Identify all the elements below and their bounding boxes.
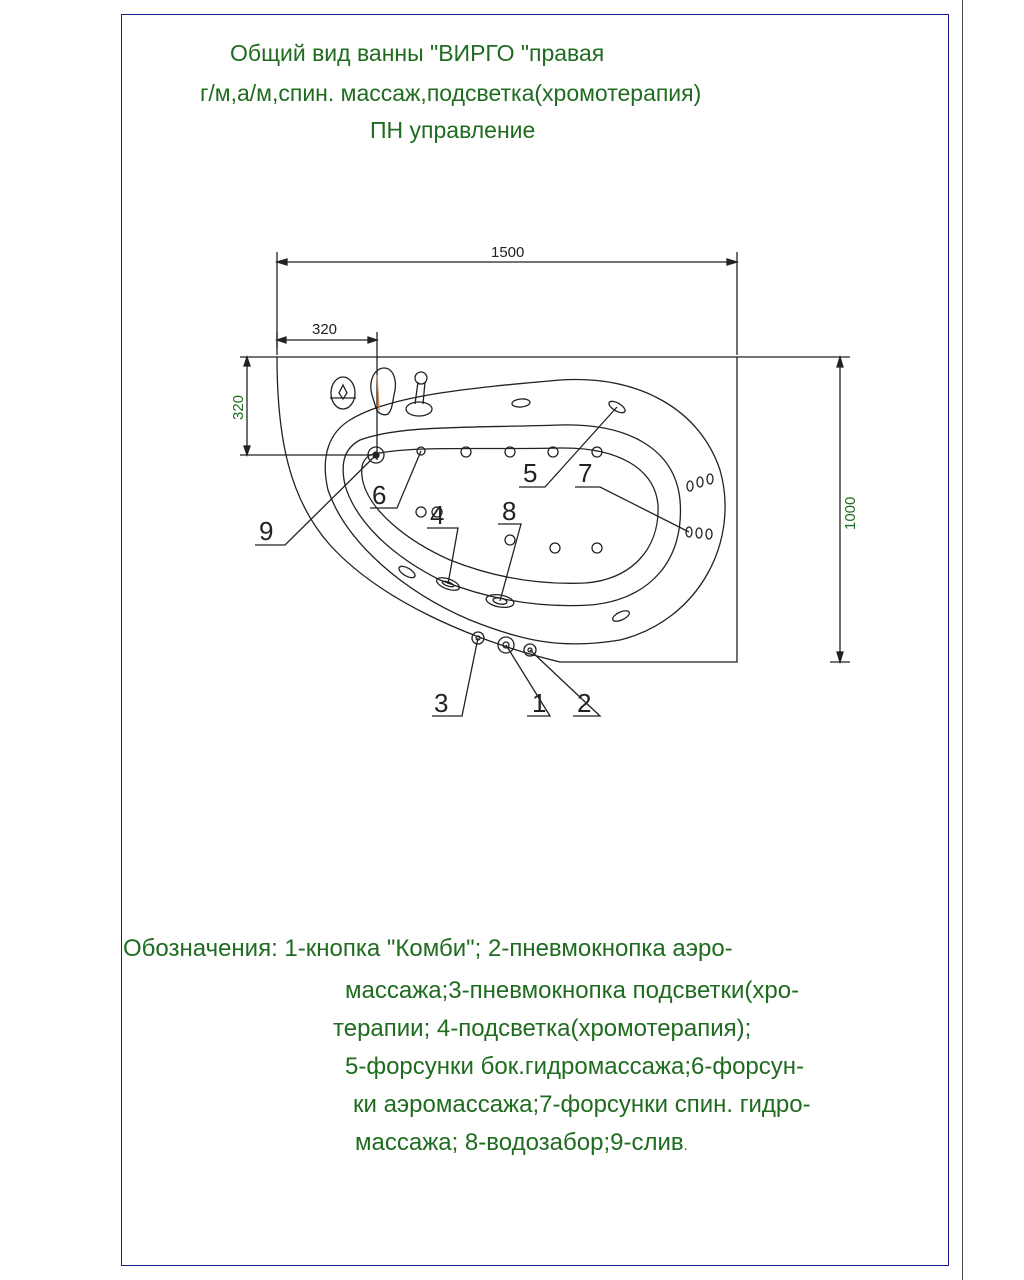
callout-9: 9 <box>259 516 274 546</box>
back-nozzles <box>686 474 713 539</box>
title-line-3: ПН управление <box>370 117 536 143</box>
dimension-width-label: 1500 <box>491 244 525 261</box>
callout-6: 6 <box>372 480 387 510</box>
legend-line-3: терапии; 4-подсветка(хромотерапия); <box>333 1015 752 1042</box>
legend-line-6 <box>355 1131 688 1155</box>
callout-2: 2 <box>577 688 592 718</box>
legend-line-1: Обозначения: 1-кнопка "Комби"; 2-пневмокнопка аэро- <box>123 935 733 962</box>
legend-line-4: 5-форсунки бок.гидромассажа;6-форсун- <box>345 1053 805 1080</box>
callout-5: 5 <box>523 458 538 488</box>
mixer-spout-icon <box>371 368 396 415</box>
callout-4: 4 <box>430 500 445 530</box>
legend-line-5: ки аэромассажа;7-форсунки спин. гидро- <box>353 1091 811 1118</box>
bath-rim-contour <box>325 380 725 644</box>
callout-7: 7 <box>578 458 593 488</box>
title-line-1: Общий вид ванны "ВИРГО "правая <box>230 40 605 66</box>
legend-line-2: массажа;3-пневмокнопка подсветки(хро- <box>345 977 800 1004</box>
title-line-2: г/м,а/м,спин. массаж,подсветка(хромотерапия) <box>200 80 702 106</box>
dimension-depth-label: 1000 <box>842 496 859 530</box>
shower-holder-icon <box>330 377 356 409</box>
callout-3: 3 <box>434 688 449 718</box>
callout-8: 8 <box>502 496 517 526</box>
dimension-offset-x-label: 320 <box>312 321 338 338</box>
dimension-offset-x <box>277 332 377 460</box>
dimension-depth <box>737 357 850 662</box>
legend-line-6-end: . <box>683 1137 688 1154</box>
leader-7 <box>575 487 689 532</box>
handle-icon <box>406 372 432 416</box>
dimension-offset-y-label: 320 <box>230 394 247 420</box>
callout-1: 1 <box>532 688 547 718</box>
legend-line-6-main: массажа; 8-водозабор;9-слив <box>355 1129 684 1156</box>
dimension-offset-y <box>240 357 372 455</box>
